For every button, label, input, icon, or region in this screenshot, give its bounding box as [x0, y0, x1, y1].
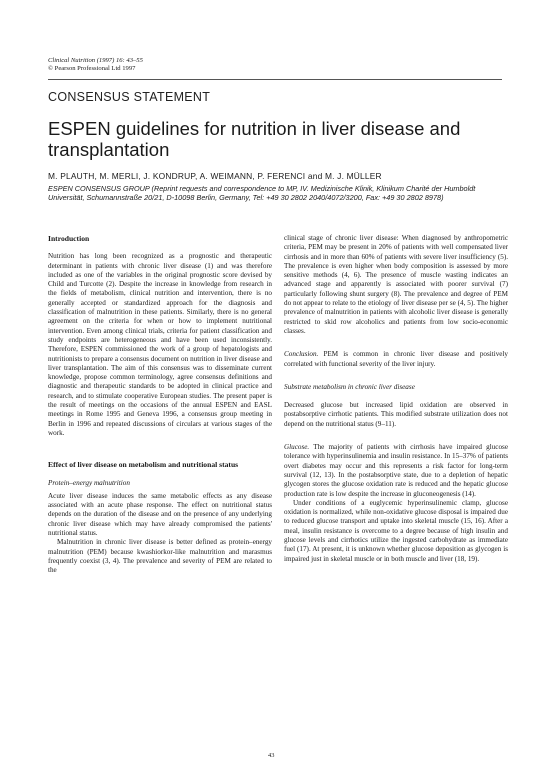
- substrate-paragraph: Decreased glucose but increased lipid oxidation are observed in postabsorptive cirrhotic patients. This modified substrate utilization does not depend on the nutritional status (9–11).: [284, 401, 508, 428]
- section-label: CONSENSUS STATEMENT: [48, 90, 211, 104]
- glucose-text: The majority of patients with cirrhosis have impaired glucose tolerance with hyperinsulinemia and insulin resistance. In 15–37% of patients overt diabetes may occur and this represents a risk factor for long-term survival (12, 13). In the postabsorptive state, due to a depletion of hepatic glycogen stores the glucose oxidation rate is reduced and the hepatic glucose production rate is low despite the increase in gluconeogenesis (14).: [284, 443, 508, 498]
- introduction-heading: Introduction: [48, 234, 90, 243]
- conclusion-paragraph: [284, 350, 508, 369]
- pem-subheading: Protein–energy malnutrition: [48, 478, 130, 487]
- glucose-label: Glucose.: [284, 443, 310, 452]
- article-title: ESPEN guidelines for nutrition in liver disease and transplantation: [48, 118, 461, 160]
- right-column: [284, 234, 508, 564]
- intro-paragraph: Nutrition has long been recognized as a prognostic and therapeutic determinant in patients with chronic liver disease (1) and was therefore included as one of the variables in the original prognostic score devised by Child and Turcotte (2). Despite the increase in knowledge from research in the fields of metabolism, clinical nutrition and intervention, there is no generally accepted or standardized approach for the diagnosis and classification of malnutrition in these patients. Similarly, there is no general agreement on the criteria for when or how to implement nutritional intervention. Even among clinical trials, criteria for patient classification and study endpoints are heterogeneous and have been used inconsistently. Therefore, ESPEN commissioned the work of a group of hepatologists and nutritionists to prepare a consensus document on nutrition in liver disease and liver transplantation. The aim of this consensus was to disseminate current knowledge, propose common terminology, agree consensus definitions and diagnostic and therapeutic standards to be adopted in clinical practice and research, and to stimulate cooperative European studies. The present paper is the result of meetings on the occasions of the annual ESPEN and EASL meetings in Rome 1995 and Geneva 1996, a consensus group meeting in Berlin in 1996 and repeated discussions of circulars at various stages of the work.: [48, 252, 272, 437]
- affiliation: ESPEN CONSENSUS GROUP (Reprint requests and correspondence to MP, IV. Medizinische Klinik, Klinikum Charité der Humboldt Universität, Schumannstraße 20/21, D-10098 Berlin, Germany, Tel: +49 30 2802 2040/4072/3200, Fax: +49 30 2802 8978): [48, 184, 476, 203]
- conclusion-text: PEM is common in chronic liver disease and positively correlated with functional severity of the liver injury.: [284, 350, 508, 368]
- page-number: 43: [268, 752, 275, 759]
- substrate-subheading: Substrate metabolism in chronic liver disease: [284, 382, 415, 391]
- copyright-line: © Pearson Professional Ltd 1997: [48, 65, 136, 72]
- header-rule: [48, 79, 502, 80]
- effect-heading: Effect of liver disease on metabolism and nutritional status: [48, 460, 239, 470]
- author-list: M. PLAUTH, M. MERLI, J. KONDRUP, A. WEIMANN, P. FERENCI and M. J. MÜLLER: [48, 171, 382, 181]
- pem-paragraph-1: Acute liver disease induces the same metabolic effects as any disease associated with an acute phase response. The effect on nutritional status depends on the duration of the disease and on the presence of any underlying chronic liver disease which may have already compromised the patients' nutritional status.: [48, 491, 272, 538]
- pem-paragraph-2: Malnutrition in chronic liver disease is better defined as protein–energy malnutrition (PEM) because kwashiorkor-like malnutrition and marasmus frequently coexist (3, 4). The prevalence and severity of PEM are related to the: [48, 538, 272, 575]
- clamp-paragraph: Under conditions of a euglycemic hyperinsulinemic clamp, glucose oxidation is normalized, while non-oxidative glucose disposal is impaired due to reduced glucose transport and uptake into skeletal muscle (15, 16). After a meal, insulin resistance is overcome to a degree because of high insulin and glucose levels and cirrhotics utilize the ingested carbohydrate as immediate fuel (17). At present, it is unknown whether glucose deposition as glycogen is impaired just in skeletal muscle or in both muscle and liver (18, 19).: [284, 498, 508, 563]
- left-column: [48, 234, 272, 576]
- prevalence-paragraph: clinical stage of chronic liver disease: When diagnosed by anthropometric criteria, PEM may be present in 20% of patients with well compensated liver cirrhosis and in more than 60% of patients with severe liver insufficiency (5). The prevalence is even higher when body composition is assessed by more sensitive methods (4, 6). The presence of muscle wasting indicates an advanced stage and apparently is associated with poorer survival (7) particularly following shunt surgery (8). The prevalence and degree of PEM do not appear to relate to the etiology of liver disease per se (4, 5). The higher prevalence of malnutrition in patients with alcoholic liver disease is generally restricted to skid row alcoholics and patients from low socio-economic classes.: [284, 234, 508, 335]
- journal-line: Clinical Nutrition (1997) 16: 43–55: [48, 57, 143, 64]
- glucose-paragraph: [284, 443, 508, 499]
- journal-citation: [48, 57, 143, 73]
- conclusion-label: Conclusion.: [284, 350, 319, 359]
